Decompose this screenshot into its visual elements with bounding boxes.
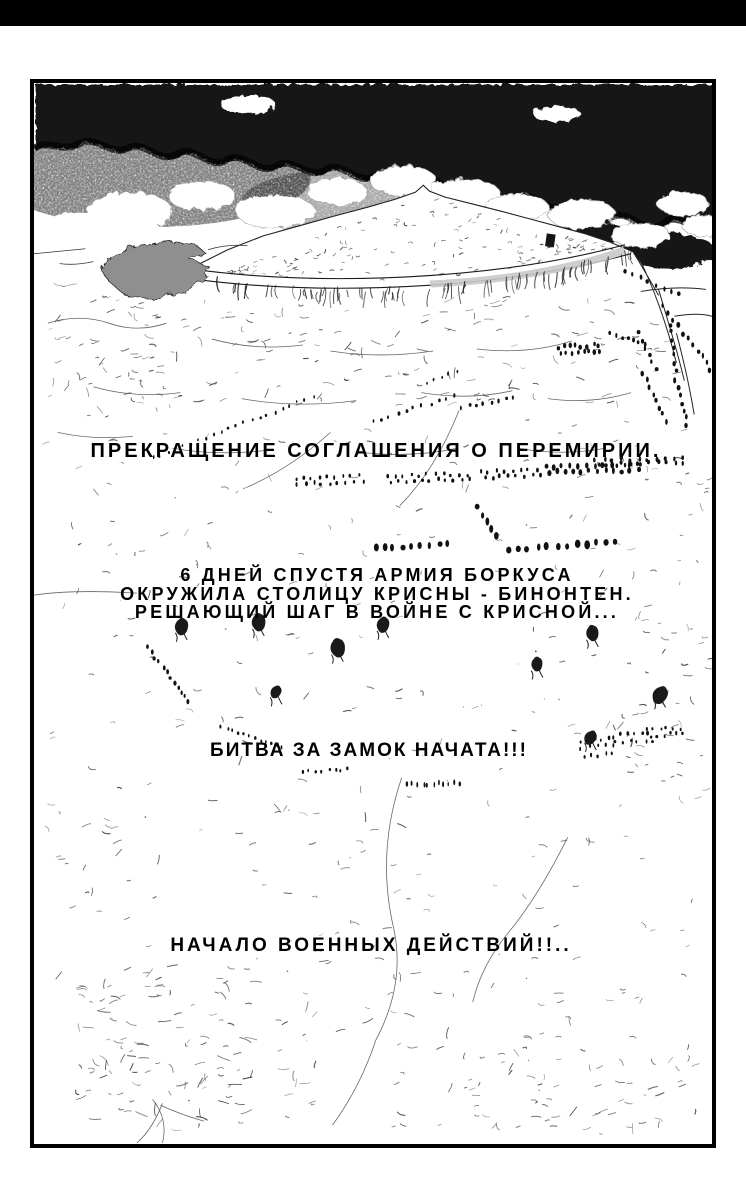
gate-tower: [545, 233, 556, 247]
caption-siege-line3: РЕШАЮЩИЙ ШАГ В ВОЙНЕ С КРИСНОЙ...: [134, 602, 620, 622]
top-black-bar: [0, 0, 746, 26]
terrain-contours: [34, 318, 631, 1143]
caption-siege-line1: 6 ДНЕЙ СПУСТЯ АРМИЯ БОРКУСА: [180, 565, 574, 585]
caption-war-start: НАЧАЛО ВОЕННЫХ ДЕЙСТВИЙ!!..: [170, 935, 572, 956]
panel-frame: [30, 79, 716, 1148]
battlefield-artwork: [34, 83, 712, 1144]
caption-battle-start: БИТВА ЗА ЗАМОК НАЧАТА!!!: [210, 740, 528, 761]
scattered-soldiers: [174, 612, 670, 752]
caption-siege-line2: ОКРУЖИЛА СТОЛИЦУ КРИСНЫ - БИНОНТЕН.: [120, 583, 634, 604]
caption-truce-end: ПРЕКРАЩЕНИЕ СОГЛАШЕНИЯ О ПЕРЕМИРИИ.: [90, 440, 662, 462]
